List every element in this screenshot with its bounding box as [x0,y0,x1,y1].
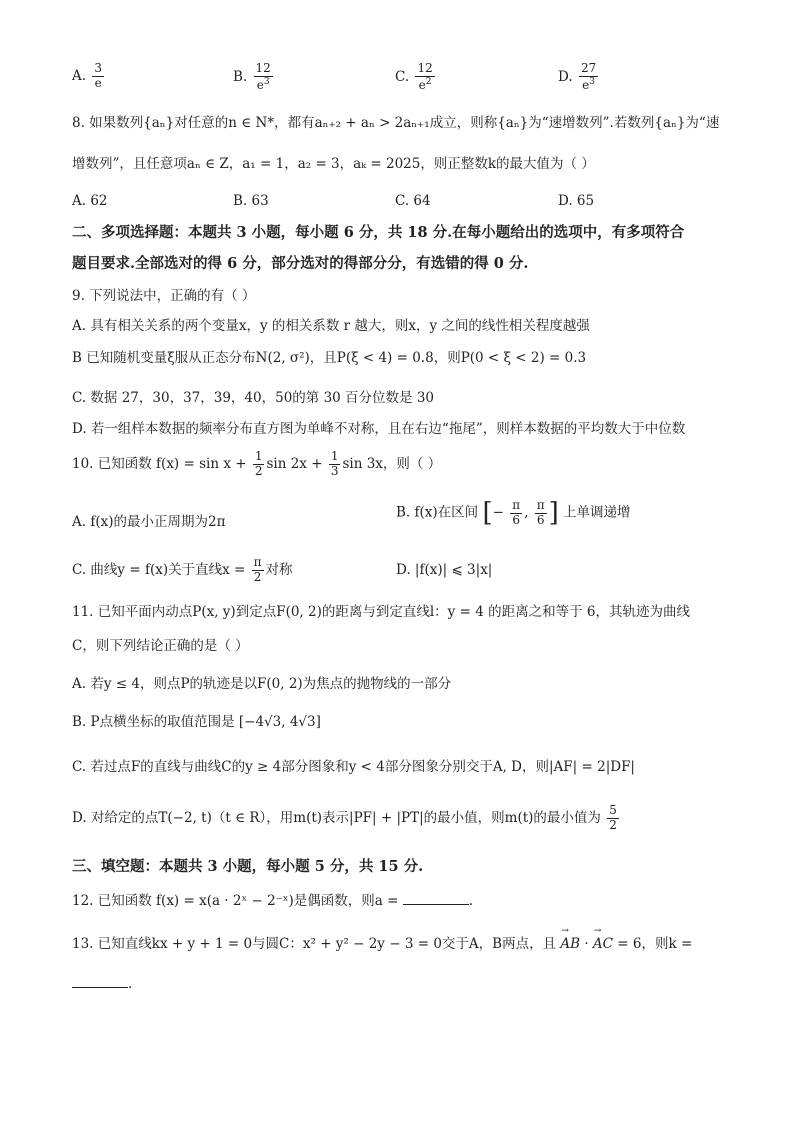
vector-ac: → AC [593,936,613,954]
q10-option-a: A. f(x)的最小正周期为2π [72,514,226,530]
q11-option-b: B. P点横坐标的取值范围是 [−4√3, 4√3] [72,714,321,730]
q10-option-b-right-fraction: $\frac{\pi}{6}$ [536,497,545,527]
q8-stem-line2: 增数列”，且任意项aₙ ∈ Z，a₁ = 1，a₂ = 3，aₖ = 2025，则正整数k的最大值为（ ） [72,156,595,172]
q7-option-d-fraction: $\frac{27}{e^3}$ [580,61,597,92]
q8-stem-line1: 8. 如果数列{aₙ}对任意的n ∈ N*，都有aₙ₊₂ + aₙ > 2aₙ₊₁成立，则称{aₙ}为“速增数列”.若数列{aₙ}为“速 [72,115,720,131]
q11-option-c: C. 若过点F的直线与曲线C的y ≥ 4部分图象和y < 4部分图象分别交于A, D，则|AF| = 2|DF| [72,759,635,775]
q10-option-b: B. f(x)在区间 [− $\frac{\pi}{6}$ , $\frac{\pi}{6}$ ] 上单调递增 [396,497,631,528]
section2-heading-line1: 二、多项选择题：本题共 3 小题，每小题 6 分，共 18 分.在每小题给出的选项中，有多项符合 [72,224,685,241]
q12-answer-blank[interactable] [403,904,469,905]
q7-option-a-fraction: $\frac{3}{e}$ [94,61,102,90]
q13-stem: 13. 已知直线kx + y + 1 = 0与圆C：x² + y² − 2y − 3 = 0交于A，B两点，且 → AB · → AC = 6，则k = [72,936,692,954]
q7-option-b-fraction: $\frac{12}{e^3}$ [255,61,271,92]
vector-ab: → AB [560,936,580,954]
q7-option-c: C. $\frac{12}{e^2}$ [395,61,433,92]
q11-stem-line2: C，则下列结论正确的是（ ） [72,638,249,654]
q7-option-d: D. $\frac{27}{e^3}$ [558,61,597,92]
q8-option-b: B. 63 [233,193,269,209]
q7-option-a: A. $\frac{3}{e}$ [72,61,102,90]
section2-heading-line2: 题目要求.全部选对的得 6 分，部分选对的得部分分，有选错的得 0 分. [72,255,529,272]
q11-option-a: A. 若y ≤ 4，则点P的轨迹是以F(0, 2)为焦点的抛物线的一部分 [72,676,452,692]
q12-stem: 12. 已知函数 f(x) = x(a · 2ˣ − 2⁻ˣ)是偶函数，则a = . [72,893,474,909]
q9-option-d: D. 若一组样本数据的频率分布直方图为单峰不对称，且在右边“拖尾”，则样本数据的平均数大于中位数 [72,421,686,437]
q10-stem: 10. 已知函数 f(x) = sin x + $\frac{1}{2}$ sin 2x + $\frac{1}{3}$ sin 3x，则（ ） [72,449,442,478]
q10-option-c: C. 曲线y = f(x)关于直线x = $\frac{\pi}{2}$ 对称 [72,555,293,584]
q10-option-c-fraction: $\frac{\pi}{2}$ [253,555,262,584]
q13-answer-line: . [72,976,132,994]
q7-option-c-fraction: $\frac{12}{e^2}$ [417,61,433,92]
q9-option-c: C. 数据 27，30，37，39，40，50的第 30 百分位数是 30 [72,390,435,406]
q8-option-c: C. 64 [395,193,431,209]
q9-option-a: A. 具有相关关系的两个变量x，y 的相关系数 r 越大，则x，y 之间的线性相关程度越强 [72,318,590,334]
q7-option-b: B. $\frac{12}{e^3}$ [233,61,271,92]
q10-third-fraction: $\frac{1}{3}$ [330,449,339,478]
q9-option-b: B 已知随机变量ξ服从正态分布N(2, σ²)，且P(ξ < 4) = 0.8，则P(0 < ξ < 2) = 0.3 [72,350,587,366]
q9-stem: 9. 下列说法中，正确的有（ ） [72,288,256,304]
q10-option-b-left-fraction: $\frac{\pi}{6}$ [512,497,521,527]
q10-half-fraction: $\frac{1}{2}$ [254,449,263,478]
q8-option-d: D. 65 [558,193,595,209]
q11-stem-line1: 11. 已知平面内动点P(x, y)到定点F(0, 2)的距离与到定直线l：y = 4 的距离之和等于 6，其轨迹为曲线 [72,604,690,620]
q11-option-d: D. 对给定的点T(−2, t)（t ∈ R），用m(t)表示|PF| + |PT|的最小值，则m(t)的最小值为 $\frac{5}{2}$ [72,803,617,832]
section3-heading: 三、填空题：本题共 3 小题，每小题 5 分，共 15 分. [72,858,424,875]
q11-option-d-fraction: $\frac{5}{2}$ [609,803,617,832]
q10-option-d: D. |f(x)| ⩽ 3|x| [396,562,493,578]
q13-answer-blank[interactable] [72,987,128,988]
q8-option-a: A. 62 [72,193,108,209]
